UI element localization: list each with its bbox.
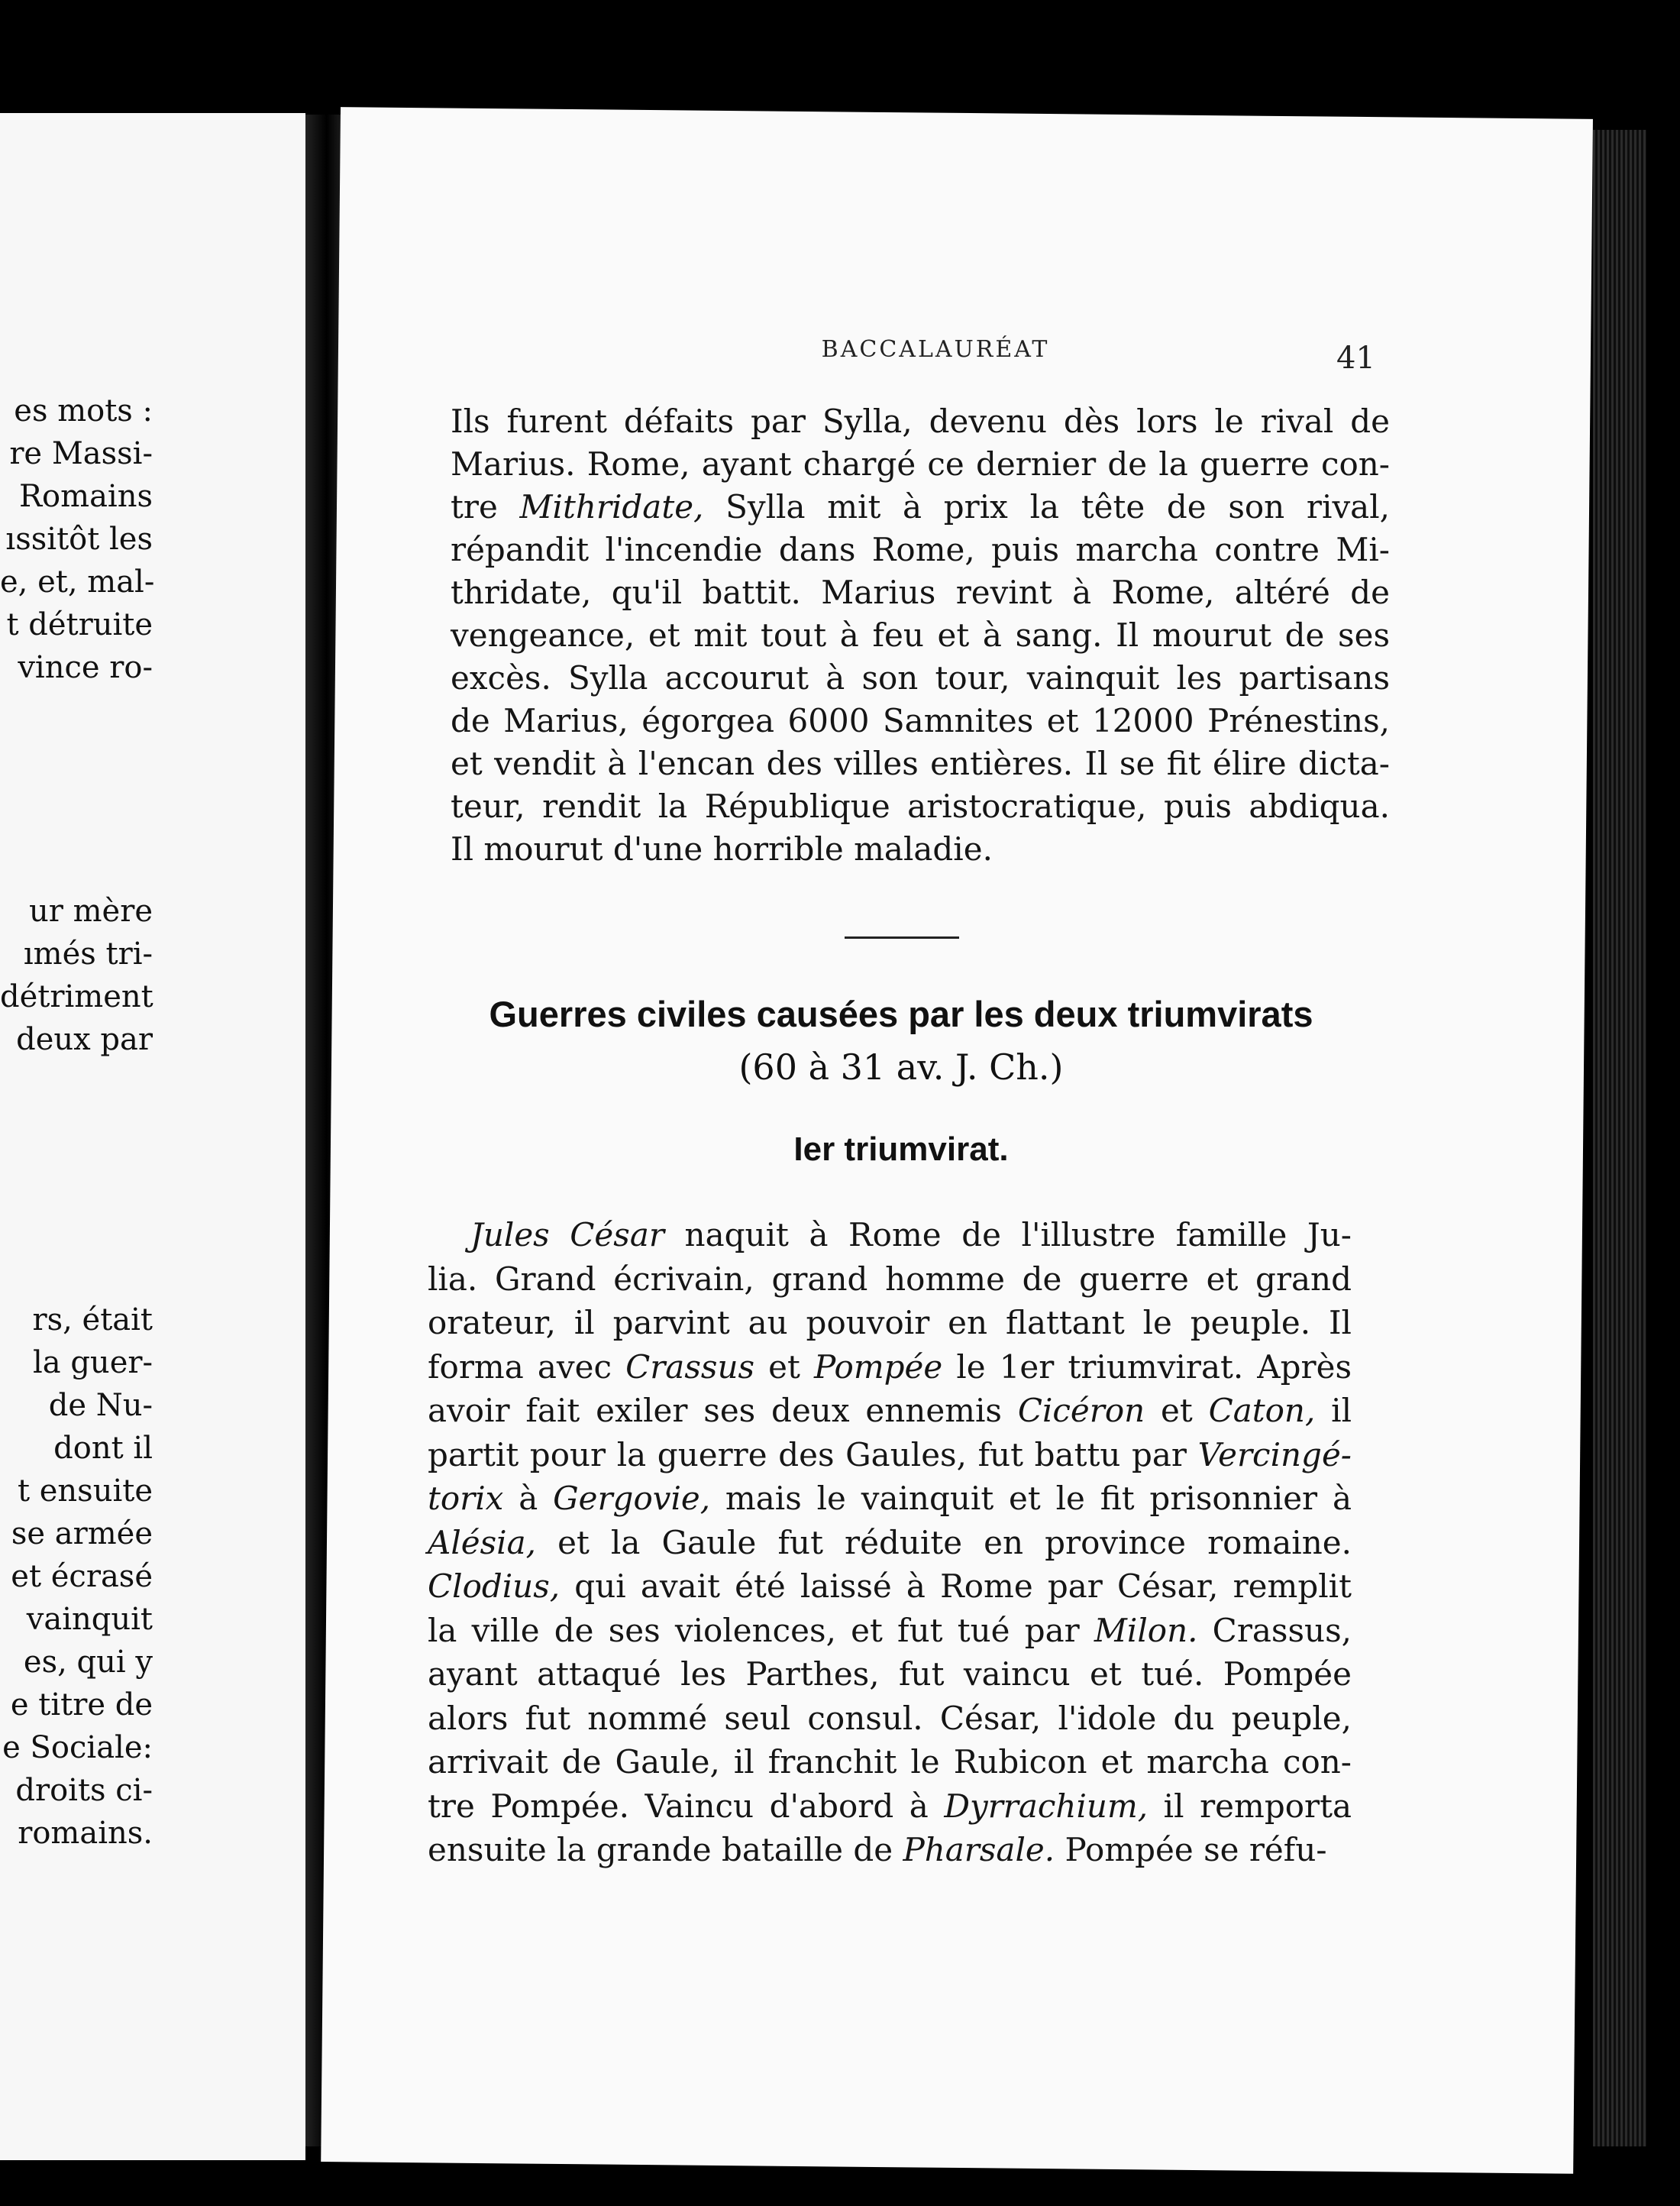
lower-text-line: orateur, il parvint au pouvoir en flattant le peuple. Il (428, 1304, 1352, 1341)
left-page-line: es, qui y (23, 1645, 153, 1680)
left-page-line: vince ro- (18, 650, 153, 685)
left-page-line: romains. (18, 1816, 153, 1851)
upper-text-line: thridate, qu'il battit. Marius revint à Rome, altéré de (451, 574, 1390, 611)
upper-text-line: vengeance, et mit tout à feu et à sang. Il mourut de ses (451, 616, 1390, 654)
lower-text-line: ensuite la grande bataille de Pharsale. Pompée se réfu- (428, 1831, 1327, 1868)
running-head: BACCALAURÉAT (821, 336, 1050, 363)
upper-text-line: répandit l'incendie dans Rome, puis marcha contre Mi- (451, 531, 1390, 568)
left-page-line: droits ci- (15, 1773, 153, 1808)
lower-text-line: forma avec Crassus et Pompée le 1er triumvirat. Après (428, 1347, 1352, 1386)
left-page-line: t ensuite (17, 1473, 153, 1509)
left-page-line: de Nu- (48, 1388, 153, 1423)
upper-text-line: de Marius, égorgea 6000 Samnites et 12000 Prénestins, (451, 702, 1390, 739)
left-page-line: es mots : (14, 393, 153, 429)
upper-text-line: Marius. Rome, ayant chargé ce dernier de la guerre con- (451, 445, 1390, 483)
left-page-line: re Massi- (9, 436, 153, 471)
left-page-line: Romains (18, 479, 153, 514)
left-page-line: se armée (11, 1516, 153, 1551)
lower-text-line: la ville de ses violences, et fut tué par Milon. Crassus, (428, 1611, 1352, 1649)
left-page-line: vainquit (26, 1602, 153, 1637)
left-page-line: deux par (16, 1022, 153, 1057)
lower-text-line: avoir fait exiler ses deux ennemis Cicéron et Caton, il (428, 1392, 1352, 1429)
page-edges (1593, 130, 1646, 2146)
upper-text-line: Il mourut d'une horrible maladie. (451, 830, 993, 868)
upper-text-line: tre Mithridate, Sylla mit à prix la tête de son rival, (451, 488, 1390, 526)
lower-text-line: partit pour la guerre des Gaules, fut battu par Vercingé- (428, 1435, 1352, 1473)
left-page-line: ımés tri- (23, 936, 153, 972)
section-divider (845, 936, 959, 939)
section-dates: (60 à 31 av. J. Ch.) (738, 1046, 1064, 1088)
left-page-line: dont il (53, 1431, 153, 1466)
left-page-line: e, et, mal- (0, 564, 155, 600)
lower-text-line: Clodius, qui avait été laissé à Rome par César, remplit (428, 1567, 1352, 1605)
lower-text-line: arrivait de Gaule, il franchit le Rubicon et marcha con- (428, 1743, 1352, 1781)
left-page-line: ıssitôt les (5, 522, 153, 557)
lower-text-line: ayant attaqué les Parthes, fut vaincu et tué. Pompée (428, 1655, 1352, 1693)
upper-text-line: Ils furent défaits par Sylla, devenu dès lors le rival de (451, 403, 1390, 440)
left-page-line: e titre de (10, 1687, 153, 1722)
page-number: 41 (1336, 341, 1375, 376)
left-page-line: la guer- (32, 1345, 153, 1380)
lower-text-line: lia. Grand écrivain, grand homme de guerre et grand (428, 1260, 1352, 1298)
lower-text-line: Jules César naquit à Rome de l'illustre famille Ju- (470, 1216, 1352, 1253)
left-page-line: détriment (0, 979, 153, 1014)
upper-text-line: teur, rendit la République aristocratique, puis abdiqua. (451, 788, 1390, 825)
upper-text-line: excès. Sylla accourut à son tour, vainquit les partisans (451, 659, 1390, 697)
lower-text-line: torix à Gergovie, mais le vainquit et le fit prisonnier à (428, 1480, 1352, 1517)
lower-text-line: tre Pompée. Vaincu d'abord à Dyrrachium, il remporta (428, 1787, 1352, 1825)
left-page-line: ur mère (29, 894, 153, 929)
lower-text-line: Alésia, et la Gaule fut réduite en province romaine. (428, 1523, 1352, 1561)
upper-paragraph (451, 400, 1390, 871)
lower-text-line: alors fut nommé seul consul. César, l'idole du peuple, (428, 1699, 1352, 1737)
subsection-title: Ier triumvirat. (793, 1130, 1009, 1168)
left-page-line: et écrasé (11, 1559, 153, 1594)
left-page-line: e Sociale: (2, 1730, 153, 1765)
section-title: Guerres civiles causées par les deux triumvirats (489, 994, 1313, 1034)
left-page-line: rs, était (32, 1302, 153, 1338)
left-page (0, 113, 305, 2160)
left-page-line: t détruite (6, 607, 153, 642)
upper-text-line: et vendit à l'encan des villes entières. Il se fit élire dicta- (451, 745, 1390, 782)
lower-paragraph (428, 1213, 1352, 1872)
